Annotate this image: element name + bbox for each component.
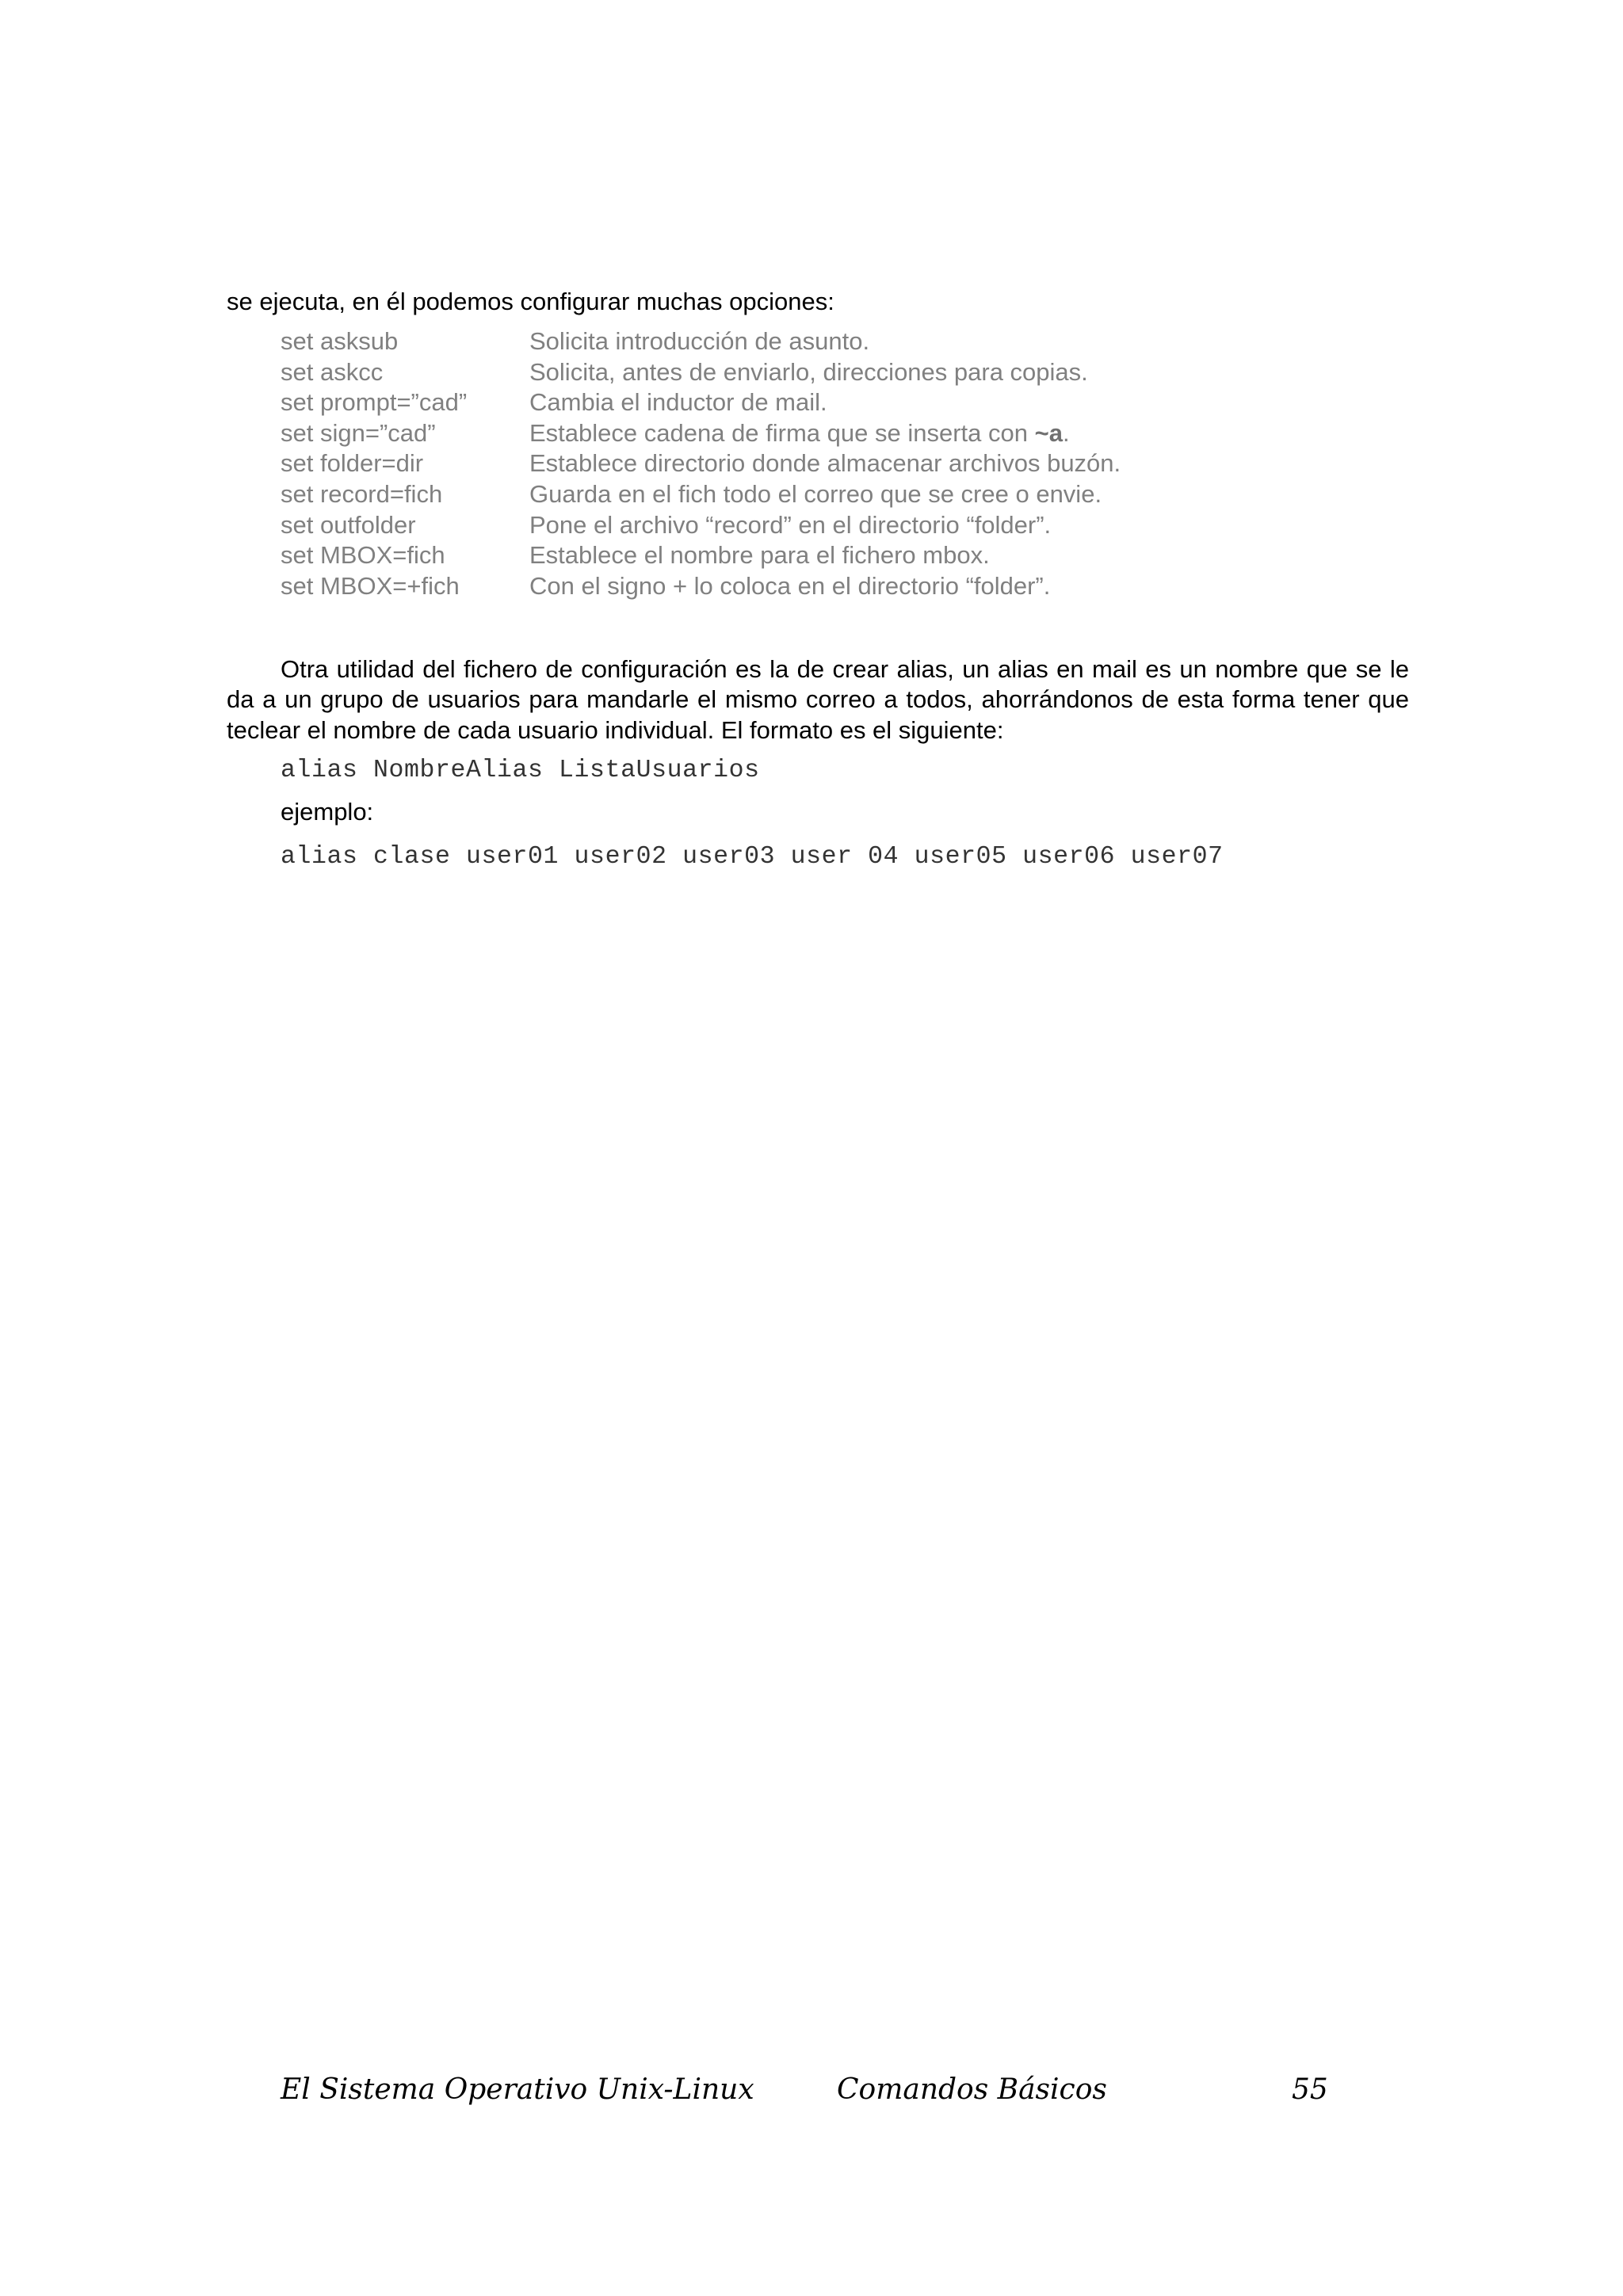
alias-example-code: alias clase user01 user02 user03 user 04 user05 user06 user07: [281, 843, 1224, 871]
options-table: [281, 326, 1517, 601]
footer-book-title: El Sistema Operativo Unix-Linux: [281, 2073, 754, 2106]
intro-text: se ejecuta, en él podemos configurar muchas opciones:: [227, 288, 834, 315]
option-command: set MBOX=+fich: [281, 571, 460, 600]
option-description: Solicita introducción de asunto.: [529, 327, 870, 355]
option-row: [281, 326, 1517, 357]
option-row: [281, 540, 1517, 571]
footer-page-number: 55: [1292, 2073, 1328, 2106]
option-row: [281, 418, 1517, 449]
option-row: [281, 479, 1517, 510]
option-row: [281, 448, 1517, 479]
footer-chapter-title: Comandos Básicos: [837, 2073, 1107, 2106]
option-row: [281, 510, 1517, 541]
example-label: ejemplo:: [281, 798, 374, 826]
option-command: set askcc: [281, 357, 384, 386]
option-command: set prompt=”cad”: [281, 388, 468, 417]
option-description: Solicita, antes de enviarlo, direcciones para copias.: [529, 357, 1088, 386]
option-row: [281, 387, 1517, 418]
option-command: set folder=dir: [281, 449, 424, 478]
option-description: Establece directorio donde almacenar archivos buzón.: [529, 449, 1121, 478]
option-command: set MBOX=fich: [281, 541, 445, 570]
option-description: [529, 418, 1517, 449]
option-description: Guarda en el fich todo el correo que se cree o envie.: [529, 479, 1102, 508]
option-row: [281, 571, 1517, 602]
option-command: set record=fich: [281, 479, 443, 508]
option-command: set asksub: [281, 327, 399, 355]
option-description: Cambia el inductor de mail.: [529, 388, 827, 417]
option-description: Establece el nombre para el fichero mbox.: [529, 541, 990, 570]
option-command: set outfolder: [281, 510, 416, 539]
option-description-end: .: [1062, 418, 1070, 447]
alias-syntax-code: alias NombreAlias ListaUsuarios: [281, 757, 760, 784]
option-description: Con el signo + lo coloca en el directorio “folder”.: [529, 571, 1051, 600]
body-paragraph: Otra utilidad del fichero de configuración es la de crear alias, un alias en mail es un nombre que se le da a un grupo de usuarios para mandarle el mismo correo a todos, ahorrándonos de esta forma tener que teclear el nombre de cada usuario individual. El formato es el siguiente:: [227, 655, 1409, 744]
option-description: Pone el archivo “record” en el directorio “folder”.: [529, 510, 1052, 539]
option-description-key: ~a: [1034, 418, 1063, 447]
option-command: set sign=”cad”: [281, 418, 436, 447]
option-row: [281, 357, 1517, 388]
option-description-text: Establece cadena de firma que se inserta con: [529, 418, 1035, 447]
